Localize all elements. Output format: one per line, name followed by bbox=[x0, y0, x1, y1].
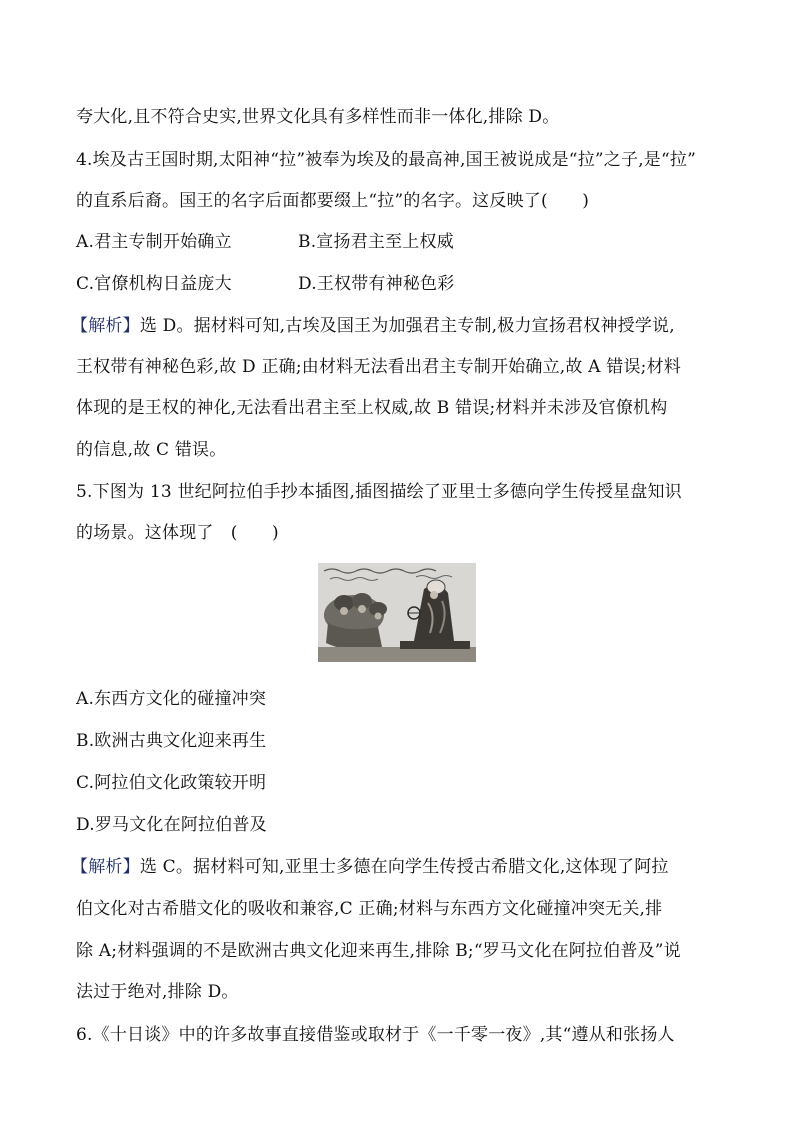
option-5d: D.罗马文化在阿拉伯普及 bbox=[76, 815, 267, 835]
question-5-stem-cont: 的场景。这体现了 ( ) bbox=[76, 523, 279, 543]
option-5b: B.欧洲古典文化迎来再生 bbox=[76, 731, 267, 751]
analysis-4-cont-2: 体现的是王权的神化,无法看出君主至上权威,故 B 错误;材料并未涉及官僚机构 bbox=[76, 398, 668, 418]
analysis-tag: 【解析】 bbox=[71, 316, 140, 336]
question-4-stem: 4.埃及古王国时期,太阳神“拉”被奉为埃及的最高神,国王被说成是“拉”之子,是“拉” bbox=[76, 150, 696, 170]
option-4d: D.王权带有神秘色彩 bbox=[298, 274, 455, 294]
analysis-4-text: 选 D。据材料可知,古埃及国王为加强君主专制,极力宣扬君权神授学说, bbox=[139, 316, 675, 336]
analysis-5-cont-1: 伯文化对古希腊文化的吸收和兼容,C 正确;材料与东西方文化碰撞冲突无关,排 bbox=[76, 899, 663, 919]
analysis-4-cont-1: 王权带有神秘色彩,故 D 正确;由材料无法看出君主专制开始确立,故 A 错误;材料 bbox=[76, 357, 681, 377]
analysis-4-line bbox=[71, 315, 731, 337]
option-5a: A.东西方文化的碰撞冲突 bbox=[76, 689, 267, 709]
analysis-5-line bbox=[71, 856, 731, 878]
text-line: 夸大化,且不符合史实,世界文化具有多样性而非一体化,排除 D。 bbox=[76, 107, 560, 127]
analysis-tag: 【解析】 bbox=[71, 857, 140, 877]
question-4-stem-cont: 的直系后裔。国王的名字后面都要缀上“拉”的名字。这反映了( ) bbox=[76, 191, 590, 211]
question-5-stem: 5.下图为 13 世纪阿拉伯手抄本插图,插图描绘了亚里士多德向学生传授星盘知识 bbox=[76, 482, 682, 502]
manuscript-illustration-drawing bbox=[318, 563, 476, 662]
manuscript-illustration bbox=[318, 563, 476, 662]
option-4a: A.君主专制开始确立 bbox=[76, 232, 232, 252]
option-5c: C.阿拉伯文化政策较开明 bbox=[76, 773, 267, 793]
analysis-5-text: 选 C。据材料可知,亚里士多德在向学生传授古希腊文化,这体现了阿拉 bbox=[139, 857, 669, 877]
option-4b: B.宣扬君主至上权威 bbox=[298, 232, 454, 252]
analysis-5-cont-3: 法过于绝对,排除 D。 bbox=[76, 982, 239, 1002]
option-4c: C.官僚机构日益庞大 bbox=[76, 274, 232, 294]
analysis-4-cont-3: 的信息,故 C 错误。 bbox=[76, 440, 227, 460]
question-6-stem: 6.《十日谈》中的许多故事直接借鉴或取材于《一千零一夜》,其“遵从和张扬人 bbox=[76, 1025, 675, 1045]
analysis-5-cont-2: 除 A;材料强调的不是欧洲古典文化迎来再生,排除 B;“罗马文化在阿拉伯普及”说 bbox=[76, 941, 681, 961]
